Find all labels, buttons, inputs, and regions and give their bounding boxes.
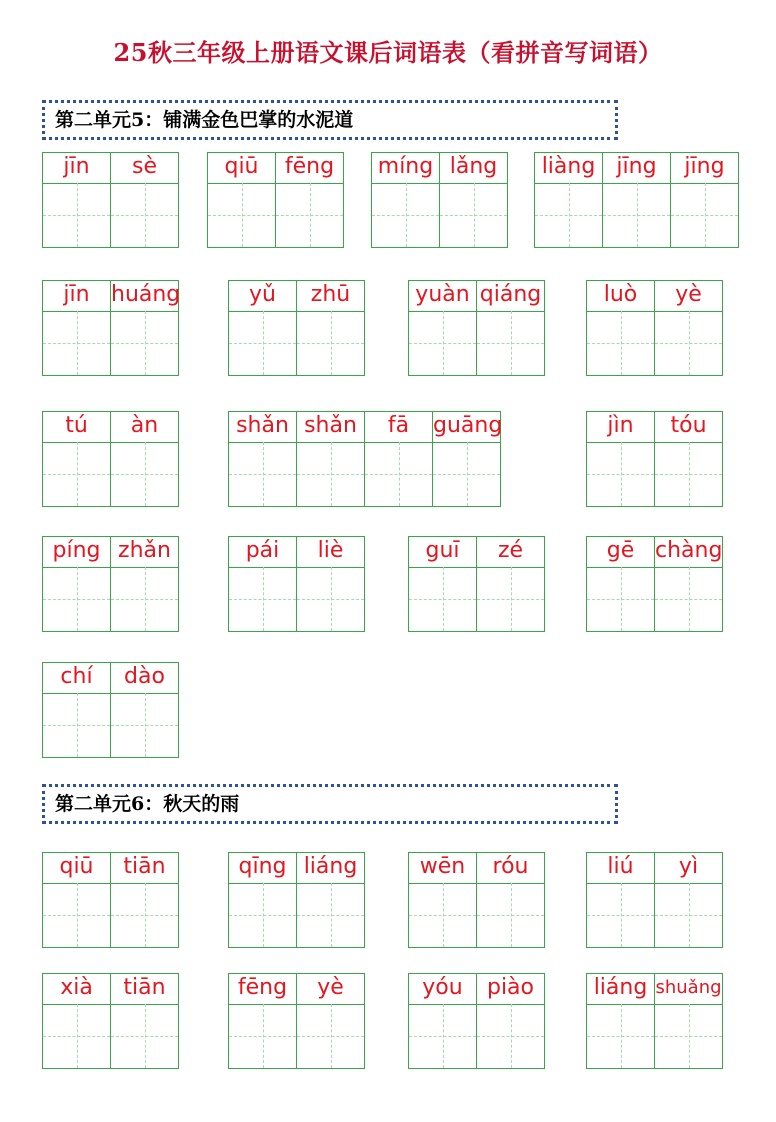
pinyin-label: huáng xyxy=(111,281,178,312)
character-cell[interactable] xyxy=(110,662,179,758)
character-cell[interactable] xyxy=(296,536,365,632)
word-grid xyxy=(408,852,545,948)
tianzige-writing-box[interactable] xyxy=(111,1004,178,1068)
character-cell[interactable] xyxy=(42,852,111,948)
pinyin-label: yuàn xyxy=(409,281,476,312)
character-cell[interactable] xyxy=(296,280,365,376)
pinyin-label: àn xyxy=(111,412,178,443)
pinyin-label: fā xyxy=(365,412,432,443)
tianzige-writing-box[interactable] xyxy=(409,567,476,631)
character-cell[interactable] xyxy=(110,973,179,1069)
tianzige-writing-box[interactable] xyxy=(671,183,738,247)
tianzige-writing-box[interactable] xyxy=(43,883,110,947)
character-cell[interactable] xyxy=(228,536,297,632)
pinyin-label: tóu xyxy=(655,412,722,443)
tianzige-writing-box[interactable] xyxy=(655,567,722,631)
pinyin-label: jīng xyxy=(603,153,670,184)
word-grid xyxy=(586,536,723,632)
tianzige-writing-box[interactable] xyxy=(297,311,364,375)
tianzige-writing-box[interactable] xyxy=(603,183,670,247)
pinyin-label: yè xyxy=(655,281,722,312)
tianzige-writing-box[interactable] xyxy=(111,883,178,947)
character-cell[interactable] xyxy=(654,280,723,376)
character-cell[interactable] xyxy=(476,536,545,632)
word-grid xyxy=(534,152,739,248)
pinyin-label: píng xyxy=(43,537,110,568)
pinyin-label: tú xyxy=(43,412,110,443)
tianzige-writing-box[interactable] xyxy=(297,883,364,947)
pinyin-label: fēng xyxy=(229,974,296,1005)
word-grid xyxy=(408,536,545,632)
pinyin-label: liú xyxy=(587,853,654,884)
character-cell[interactable] xyxy=(476,852,545,948)
character-cell[interactable] xyxy=(439,152,508,248)
tianzige-writing-box[interactable] xyxy=(655,311,722,375)
character-cell[interactable] xyxy=(586,536,655,632)
word-grid xyxy=(42,280,179,376)
tianzige-writing-box[interactable] xyxy=(587,311,654,375)
pinyin-label: yóu xyxy=(409,974,476,1005)
tianzige-writing-box[interactable] xyxy=(372,183,439,247)
character-cell[interactable] xyxy=(602,152,671,248)
character-cell[interactable] xyxy=(228,280,297,376)
pinyin-label: tiān xyxy=(111,974,178,1005)
tianzige-writing-box[interactable] xyxy=(43,1004,110,1068)
character-cell[interactable] xyxy=(586,973,655,1069)
character-cell[interactable] xyxy=(110,852,179,948)
tianzige-writing-box[interactable] xyxy=(43,693,110,757)
character-cell[interactable] xyxy=(110,536,179,632)
pinyin-label: zhū xyxy=(297,281,364,312)
tianzige-writing-box[interactable] xyxy=(43,442,110,506)
pinyin-label: piào xyxy=(477,974,544,1005)
character-cell[interactable] xyxy=(654,411,723,507)
pinyin-label: tiān xyxy=(111,853,178,884)
tianzige-writing-box[interactable] xyxy=(409,883,476,947)
tianzige-writing-box[interactable] xyxy=(111,567,178,631)
tianzige-writing-box[interactable] xyxy=(111,311,178,375)
pinyin-label: gē xyxy=(587,537,654,568)
tianzige-writing-box[interactable] xyxy=(297,1004,364,1068)
character-cell[interactable] xyxy=(408,852,477,948)
character-cell[interactable] xyxy=(228,852,297,948)
character-cell[interactable] xyxy=(670,152,739,248)
character-cell[interactable] xyxy=(534,152,603,248)
tianzige-writing-box[interactable] xyxy=(587,442,654,506)
character-cell[interactable] xyxy=(110,411,179,507)
tianzige-writing-box[interactable] xyxy=(111,442,178,506)
character-cell[interactable] xyxy=(42,973,111,1069)
pinyin-label: shǎn xyxy=(229,412,296,443)
character-cell[interactable] xyxy=(42,411,111,507)
tianzige-writing-box[interactable] xyxy=(297,567,364,631)
character-cell[interactable] xyxy=(476,973,545,1069)
pinyin-label: liàng xyxy=(535,153,602,184)
character-cell[interactable] xyxy=(296,411,365,507)
character-cell[interactable] xyxy=(296,973,365,1069)
tianzige-writing-box[interactable] xyxy=(409,1004,476,1068)
tianzige-writing-box[interactable] xyxy=(276,183,343,247)
tianzige-writing-box[interactable] xyxy=(587,1004,654,1068)
pinyin-label: fēng xyxy=(276,153,343,184)
pinyin-label: liáng xyxy=(297,853,364,884)
tianzige-writing-box[interactable] xyxy=(477,883,544,947)
word-grid xyxy=(228,536,365,632)
character-cell[interactable] xyxy=(275,152,344,248)
character-cell[interactable] xyxy=(228,411,297,507)
pinyin-label: qīng xyxy=(229,853,296,884)
pinyin-label: qiū xyxy=(208,153,275,184)
pinyin-label: chí xyxy=(43,663,110,694)
pinyin-label: yǔ xyxy=(229,281,296,312)
character-cell[interactable] xyxy=(586,852,655,948)
character-cell[interactable] xyxy=(408,536,477,632)
pinyin-label: sè xyxy=(111,153,178,184)
tianzige-writing-box[interactable] xyxy=(43,183,110,247)
word-grid xyxy=(408,973,545,1069)
tianzige-writing-box[interactable] xyxy=(477,311,544,375)
word-grid xyxy=(42,852,179,948)
pinyin-label: qiū xyxy=(43,853,110,884)
tianzige-writing-box[interactable] xyxy=(655,883,722,947)
word-grid xyxy=(42,152,179,248)
tianzige-writing-box[interactable] xyxy=(229,442,296,506)
character-cell[interactable] xyxy=(654,852,723,948)
pinyin-label: chàng xyxy=(655,537,722,568)
word-grid xyxy=(586,852,723,948)
character-cell[interactable] xyxy=(228,973,297,1069)
pinyin-label: yè xyxy=(297,974,364,1005)
pinyin-label: guī xyxy=(409,537,476,568)
pinyin-label: xià xyxy=(43,974,110,1005)
pinyin-label: liè xyxy=(297,537,364,568)
tianzige-writing-box[interactable] xyxy=(477,1004,544,1068)
character-cell[interactable] xyxy=(654,536,723,632)
pinyin-label: shǎn xyxy=(297,412,364,443)
tianzige-writing-box[interactable] xyxy=(208,183,275,247)
pinyin-label: dào xyxy=(111,663,178,694)
character-cell[interactable] xyxy=(654,973,723,1069)
pinyin-label: wēn xyxy=(409,853,476,884)
word-grid xyxy=(586,973,723,1069)
word-grid xyxy=(42,662,179,758)
character-cell[interactable] xyxy=(432,411,501,507)
tianzige-writing-box[interactable] xyxy=(229,883,296,947)
pinyin-label: qiáng xyxy=(477,281,544,312)
pinyin-label: jìn xyxy=(587,412,654,443)
character-cell[interactable] xyxy=(364,411,433,507)
pinyin-label: róu xyxy=(477,853,544,884)
pinyin-label: míng xyxy=(372,153,439,184)
pinyin-label: pái xyxy=(229,537,296,568)
character-cell[interactable] xyxy=(110,280,179,376)
tianzige-writing-box[interactable] xyxy=(655,442,722,506)
tianzige-writing-box[interactable] xyxy=(365,442,432,506)
character-cell[interactable] xyxy=(408,280,477,376)
word-grid xyxy=(586,280,723,376)
word-grid xyxy=(42,411,179,507)
tianzige-writing-box[interactable] xyxy=(409,311,476,375)
pinyin-label: jīng xyxy=(671,153,738,184)
unit-heading-5: 第二单元5：铺满金色巴掌的水泥道 xyxy=(42,100,618,140)
tianzige-writing-box[interactable] xyxy=(229,311,296,375)
word-grid xyxy=(228,411,501,507)
word-grid xyxy=(586,411,723,507)
pinyin-label: liáng xyxy=(587,974,654,1005)
pinyin-label: lǎng xyxy=(440,153,507,184)
word-grid xyxy=(42,536,179,632)
word-grid xyxy=(42,973,179,1069)
character-cell[interactable] xyxy=(371,152,440,248)
unit-heading-6: 第二单元6：秋天的雨 xyxy=(42,784,618,824)
character-cell[interactable] xyxy=(207,152,276,248)
pinyin-label: zé xyxy=(477,537,544,568)
character-cell[interactable] xyxy=(110,152,179,248)
character-cell[interactable] xyxy=(296,852,365,948)
pinyin-label: shuǎng xyxy=(655,974,722,1005)
tianzige-writing-box[interactable] xyxy=(43,567,110,631)
pinyin-label: yì xyxy=(655,853,722,884)
tianzige-writing-box[interactable] xyxy=(111,183,178,247)
tianzige-writing-box[interactable] xyxy=(297,442,364,506)
tianzige-writing-box[interactable] xyxy=(477,567,544,631)
word-grid xyxy=(228,852,365,948)
tianzige-writing-box[interactable] xyxy=(43,311,110,375)
tianzige-writing-box[interactable] xyxy=(440,183,507,247)
pinyin-label: guāng xyxy=(433,412,500,443)
character-cell[interactable] xyxy=(586,411,655,507)
tianzige-writing-box[interactable] xyxy=(111,693,178,757)
tianzige-writing-box[interactable] xyxy=(655,1004,722,1068)
word-grid xyxy=(228,973,365,1069)
character-cell[interactable] xyxy=(42,280,111,376)
character-cell[interactable] xyxy=(408,973,477,1069)
word-grid xyxy=(228,280,365,376)
tianzige-writing-box[interactable] xyxy=(535,183,602,247)
pinyin-label: luò xyxy=(587,281,654,312)
pinyin-label: jīn xyxy=(43,281,110,312)
pinyin-label: jīn xyxy=(43,153,110,184)
tianzige-writing-box[interactable] xyxy=(229,1004,296,1068)
character-cell[interactable] xyxy=(586,280,655,376)
word-grid xyxy=(207,152,344,248)
character-cell[interactable] xyxy=(42,536,111,632)
pinyin-label: zhǎn xyxy=(111,537,178,568)
tianzige-writing-box[interactable] xyxy=(433,442,500,506)
word-grid xyxy=(371,152,508,248)
word-grid xyxy=(408,280,545,376)
tianzige-writing-box[interactable] xyxy=(587,567,654,631)
tianzige-writing-box[interactable] xyxy=(587,883,654,947)
character-cell[interactable] xyxy=(476,280,545,376)
character-cell[interactable] xyxy=(42,152,111,248)
character-cell[interactable] xyxy=(42,662,111,758)
tianzige-writing-box[interactable] xyxy=(229,567,296,631)
page-title: 25秋三年级上册语文课后词语表（看拼音写词语） xyxy=(113,38,663,67)
